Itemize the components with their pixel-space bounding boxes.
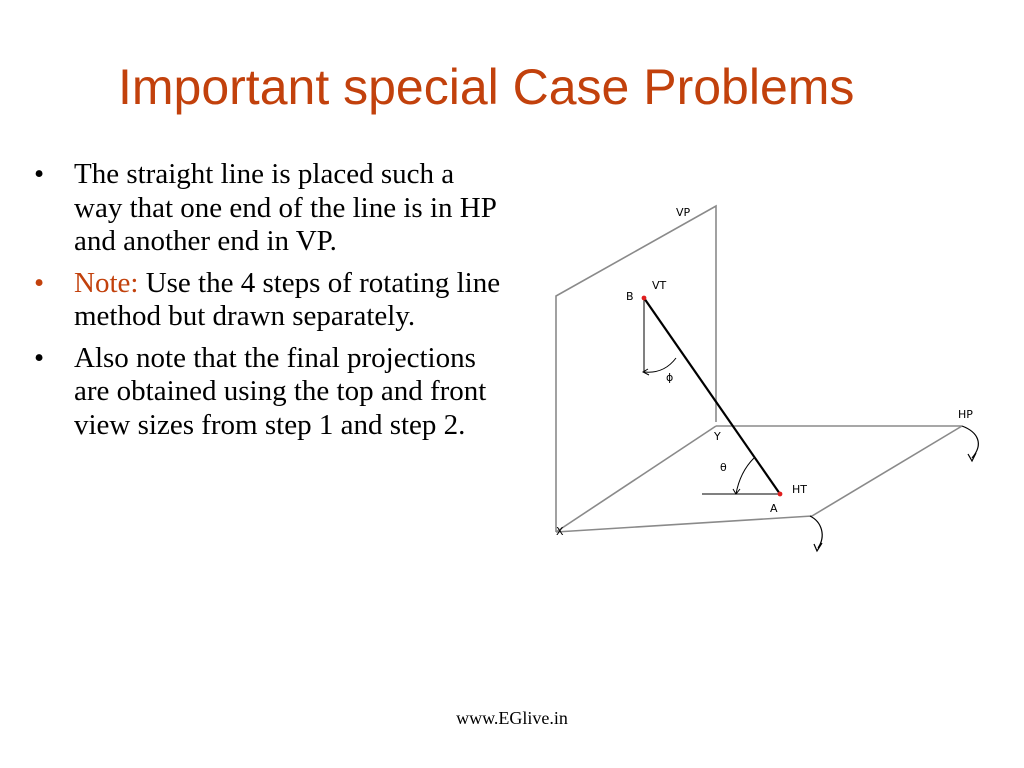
hp-label: HP <box>958 408 973 421</box>
xy-line <box>556 426 716 532</box>
x-label: X <box>556 525 564 538</box>
vt-label: VT <box>652 279 667 292</box>
theta-arc <box>736 458 754 494</box>
hp-right-edge <box>812 426 962 516</box>
rotation-arrow-bottom <box>810 516 822 548</box>
hp-front-edge <box>556 516 812 532</box>
point-b-label: B <box>626 290 634 303</box>
theta-label: θ <box>720 461 727 474</box>
projection-diagram <box>540 190 1010 570</box>
footer-website: www.EGlive.in <box>456 708 568 728</box>
slide-title: Important special Case Problems <box>118 59 855 115</box>
bullet-item-note <box>34 267 504 334</box>
bullet-text: The straight line is placed such a way that one end of the line is in HP and another end in VP. <box>74 158 496 257</box>
bullet-marker: • <box>34 266 45 299</box>
bullet-text: Also note that the final projections are obtained using the top and front view sizes from step 1 and step 2. <box>74 341 487 441</box>
bullet-text: Use the 4 steps of rotating line method but drawn separately. <box>74 266 501 332</box>
y-label: Y <box>714 430 721 443</box>
bullet-marker: • <box>34 158 45 190</box>
endpoint-a <box>778 492 783 497</box>
vp-label: VP <box>676 206 691 219</box>
bullet-list <box>34 158 504 450</box>
straight-line-ab <box>644 298 780 494</box>
rotation-arrowhead-right <box>968 453 976 461</box>
phi-label: ϕ <box>666 371 674 384</box>
bullet-item <box>34 342 504 443</box>
bullet-item <box>34 158 504 259</box>
bullet-marker: • <box>34 341 45 374</box>
ht-label: HT <box>792 483 807 496</box>
point-a-label: A <box>770 502 778 515</box>
note-label: Note: <box>74 266 139 299</box>
endpoint-b <box>642 296 647 301</box>
